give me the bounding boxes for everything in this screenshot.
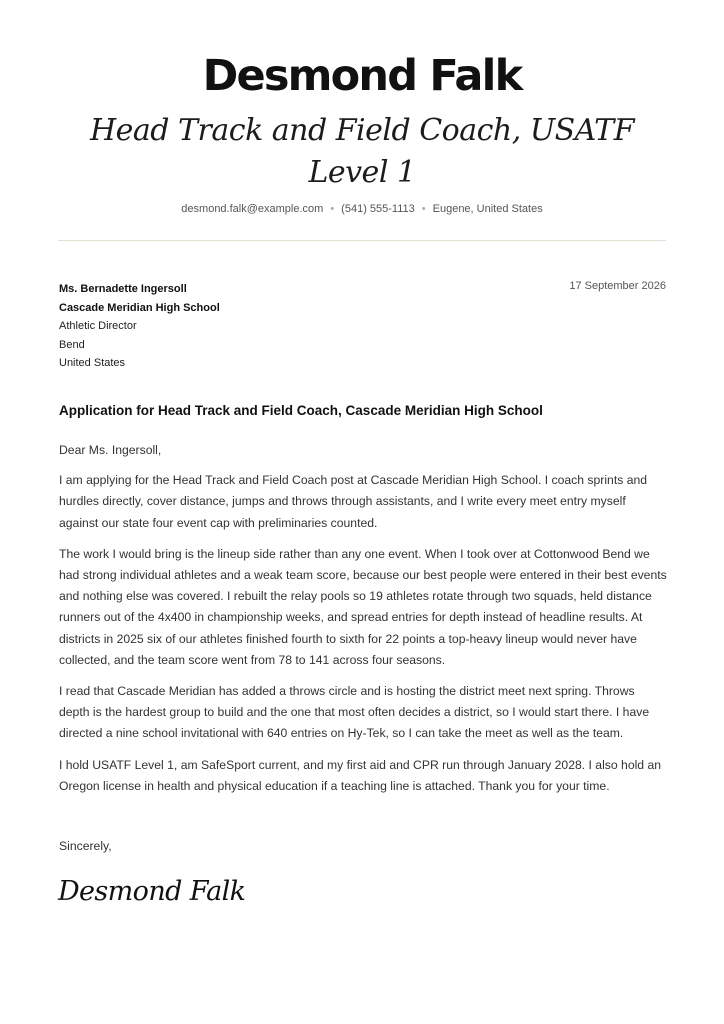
salutation: Dear Ms. Ingersoll, xyxy=(59,443,162,457)
header-divider xyxy=(58,240,666,241)
separator-dot: • xyxy=(421,203,426,215)
recipient-name: Ms. Bernadette Ingersoll xyxy=(59,283,187,295)
contact-location: Eugene, United States xyxy=(432,203,543,215)
body-paragraph: I am applying for the Head Track and Field Coach post at Cascade Meridian High School. I coach sprints and hurdles directly, cover distance, jumps and throws through assistants, and I write every meet entry myself against our state four event cap with preliminaries counted. xyxy=(59,473,648,530)
contact-line xyxy=(0,203,724,215)
letter-date: 17 September 2026 xyxy=(569,280,666,292)
recipient-country: United States xyxy=(59,357,126,369)
letter-body xyxy=(59,440,667,807)
recipient-organization: Cascade Meridian High School xyxy=(59,301,220,314)
separator-dot: • xyxy=(330,203,335,215)
applicant-title: Head Track and Field Coach, USATF Level 1 xyxy=(89,113,635,190)
body-paragraph: I read that Cascade Meridian has added a throws circle and is hosting the district meet next spring. Throws depth is the hardest group to build and the one that most often decides a district, so I would start there. I have directed a nine school invitational with 640 entries on Hy-Tek, so I can take the meet as well as the team. xyxy=(59,684,650,741)
recipient-block xyxy=(59,280,220,373)
body-paragraph: The work I would bring is the lineup side rather than any one event. When I took over at Cottonwood Bend we had strong individual athletes and a weak team score, because our best people were entered in their best events and nothing else was covered. I rebuilt the relay pools so 19 athletes rotate through two squads, held distance runners out of the 4x400 in championship weeks, and spread entries for depth instead of headline results. At districts in 2025 six of our athletes finished fourth to sixth for 22 points a top-heavy lineup would never have collected, and the team score went from 78 to 141 across four seasons. xyxy=(59,546,667,667)
letter-subject: Application for Head Track and Field Coach, Cascade Meridian High School xyxy=(59,403,543,418)
closing: Sincerely, xyxy=(59,839,112,853)
signature: Desmond Falk xyxy=(58,876,246,907)
body-paragraph: I hold USATF Level 1, am SafeSport current, and my first aid and CPR run through January 2028. I also hold an Oregon license in health and physical education if a teaching line is attached. Thank you for your time. xyxy=(59,757,662,793)
contact-phone[interactable]: (541) 555-1113 xyxy=(341,203,415,215)
recipient-city: Bend xyxy=(59,338,85,351)
applicant-name: Desmond Falk xyxy=(202,51,522,101)
contact-email[interactable]: desmond.falk@example.com xyxy=(181,203,324,215)
recipient-role: Athletic Director xyxy=(59,320,137,332)
